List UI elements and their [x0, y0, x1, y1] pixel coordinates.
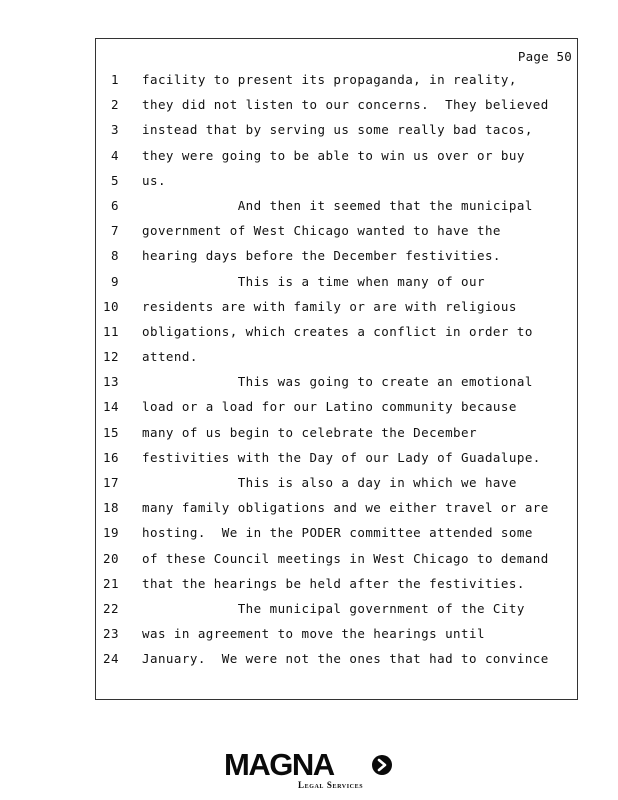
transcript-line [0, 626, 618, 651]
transcript-line [0, 299, 618, 324]
line-text: This is also a day in which we have [142, 475, 517, 490]
transcript-line [0, 551, 618, 576]
line-number: 10 [103, 298, 119, 314]
line-text: load or a load for our Latino community because [142, 399, 517, 415]
line-text: instead that by serving us some really bad tacos, [142, 122, 533, 138]
line-number: 7 [111, 223, 119, 239]
line-text: many of us begin to celebrate the December [142, 424, 477, 440]
line-text: was in agreement to move the hearings until [142, 626, 485, 642]
line-text: hearing days before the December festivities. [142, 248, 501, 264]
line-text: This is a time when many of our [142, 273, 485, 289]
line-number: 12 [103, 349, 119, 365]
line-text: that the hearings be held after the festivities. [142, 575, 525, 591]
line-text: residents are with family or are with religious [142, 298, 517, 314]
transcript-line [0, 324, 618, 349]
line-text: of these Council meetings in West Chicago to demand [142, 550, 549, 566]
line-number: 5 [111, 172, 119, 188]
page-number: Page 50 [517, 49, 572, 64]
line-number: 9 [111, 273, 119, 289]
transcript-line [0, 223, 618, 248]
line-number: 15 [103, 424, 119, 440]
line-number: 2 [111, 97, 119, 113]
magna-logo [224, 748, 404, 794]
line-number: 1 [111, 72, 119, 87]
transcript-line [0, 525, 618, 550]
line-text: And then it seemed that the municipal [142, 197, 533, 213]
line-text: obligations, which creates a conflict in order to [142, 323, 533, 339]
line-number: 19 [103, 525, 119, 541]
line-number: 4 [111, 147, 119, 163]
logo-subtitle: Legal Services [298, 780, 364, 790]
transcript-line [0, 97, 618, 122]
transcript-line [0, 173, 618, 198]
transcript-line [0, 122, 618, 147]
transcript-line [0, 148, 618, 173]
line-text: hosting. We in the PODER committee attended some [142, 525, 533, 541]
line-number: 24 [103, 651, 119, 667]
transcript-line [0, 475, 618, 500]
arrow-circle-icon [372, 755, 392, 775]
transcript-line [0, 374, 618, 399]
transcript-line [0, 399, 618, 424]
transcript-line [0, 450, 618, 475]
line-number: 16 [103, 449, 119, 465]
line-text: facility to present its propaganda, in reality, [142, 72, 517, 87]
transcript-line [0, 274, 618, 299]
transcript-line [0, 248, 618, 273]
line-text: attend. [142, 349, 198, 365]
line-text: This was going to create an emotional [142, 374, 533, 390]
transcript-line [0, 576, 618, 601]
line-number: 18 [103, 500, 119, 516]
line-number: 3 [111, 122, 119, 138]
line-text: us. [142, 172, 166, 188]
line-number: 11 [103, 323, 119, 339]
line-text: they did not listen to our concerns. They believed [142, 97, 549, 113]
line-number: 6 [111, 197, 119, 213]
transcript-line [0, 425, 618, 450]
line-text: they were going to be able to win us over or buy [142, 147, 525, 163]
line-number: 14 [103, 399, 119, 415]
transcript-line [0, 198, 618, 223]
line-text: The municipal government of the City [142, 600, 525, 616]
line-text: many family obligations and we either travel or are [142, 500, 549, 516]
line-text: festivities with the Day of our Lady of Guadalupe. [142, 449, 541, 465]
transcript-line [0, 500, 618, 525]
transcript-lines [0, 72, 618, 677]
transcript-line [0, 601, 618, 626]
line-number: 13 [103, 374, 119, 390]
line-text: January. We were not the ones that had to convince [142, 651, 549, 667]
line-text: government of West Chicago wanted to have the [142, 223, 501, 239]
transcript-line [0, 651, 618, 676]
line-number: 17 [103, 475, 119, 490]
logo-wordmark: MAGNA [224, 747, 334, 782]
line-number: 21 [103, 575, 119, 591]
line-number: 8 [111, 248, 119, 264]
line-number: 23 [103, 626, 119, 642]
transcript-line [0, 72, 618, 97]
line-number: 20 [103, 550, 119, 566]
transcript-line [0, 349, 618, 374]
line-number: 22 [103, 600, 119, 616]
